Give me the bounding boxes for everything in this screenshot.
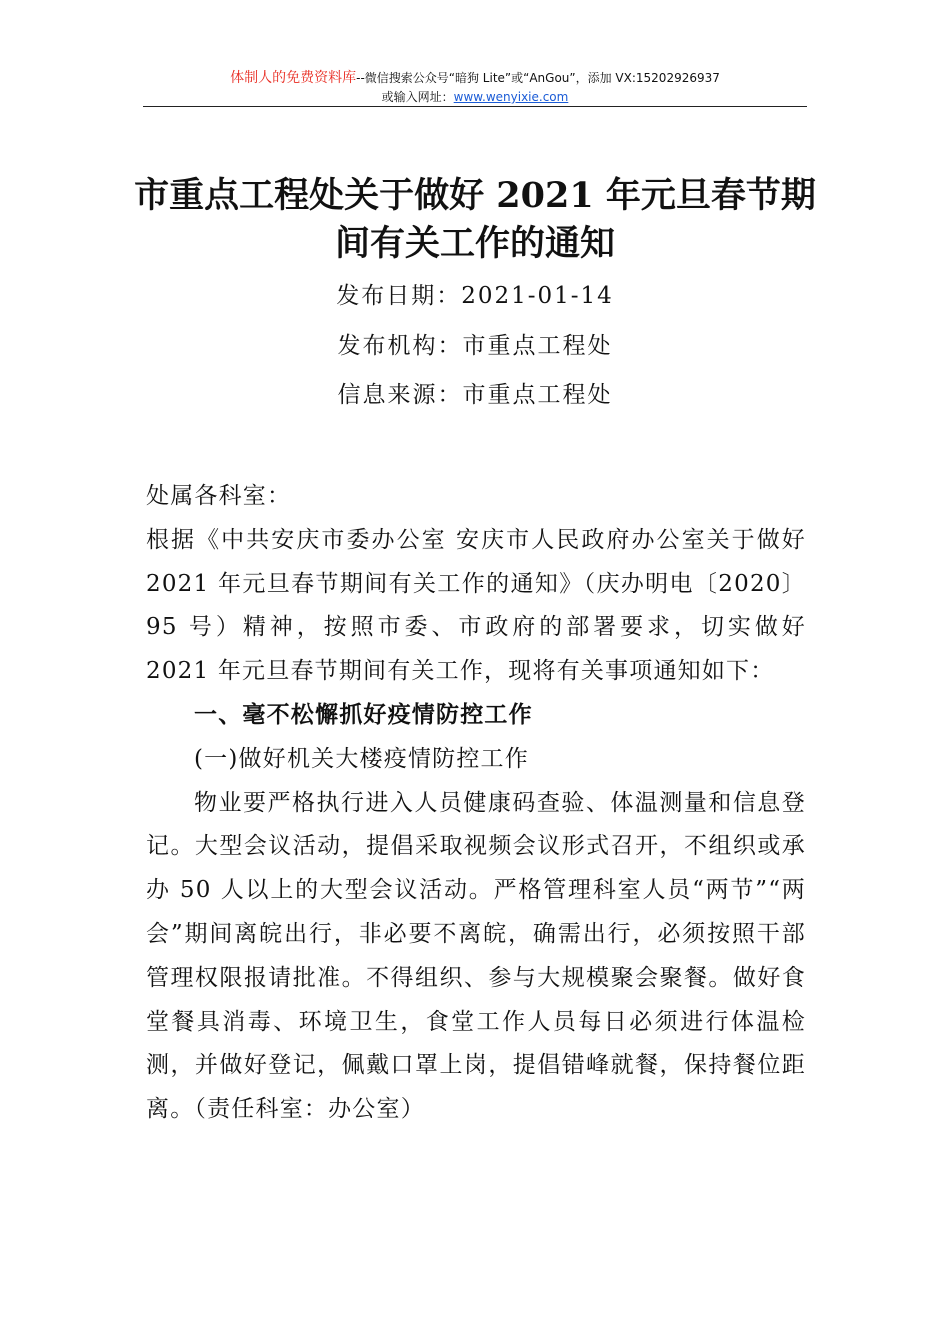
header-brand: 体制人的免费资料库 (230, 70, 357, 86)
header-divider (143, 106, 807, 107)
publish-date: 发布日期：2021-01-14 (336, 283, 614, 309)
section-heading-1: 一、毫不松懈抓好疫情防控工作 (194, 701, 533, 728)
document-body (146, 475, 806, 1132)
header-url-link[interactable]: www.wenyixie.com (453, 90, 569, 104)
intro-paragraph: 根据《中共安庆市委办公室 安庆市人民政府办公室关于做好 2021 年元旦春节期间有关工作的通知》（庆办明电〔2020〕95 号）精神，按照市委、市政府的部署要求，切实做好 2021 年元旦春节期间有关工作，现将有关事项通知如下： (146, 526, 806, 685)
subsection-heading-1: (一)做好机关大楼疫情防控工作 (194, 745, 529, 772)
header-info: --微信搜索公众号“暗狗 Lite”或“AnGou”，添加 VX:15202926937 (356, 71, 720, 85)
info-source: 信息来源：市重点工程处 (337, 382, 613, 408)
body-paragraph-1: 物业要严格执行进入人员健康码查验、体温测量和信息登记。大型会议活动，提倡采取视频会议形式召开，不组织或承办 50 人以上的大型会议活动。严格管理科室人员“两节”“两会”期间离皖出行，非必要不离皖，确需出行，必须按照干部管理权限报请批准。不得组织、参与大规模聚会聚餐。做好食堂餐具消毒、环境卫生，食堂工作人员每日必须进行体温检测，并做好登记，佩戴口罩上岗，提倡错峰就餐，保持餐位距离。（责任科室：办公室） (146, 789, 806, 1123)
page-header (143, 68, 807, 106)
salutation: 处属各科室： (146, 483, 292, 509)
header-line-2 (143, 88, 807, 106)
header-line-1 (143, 68, 807, 88)
document-title: 市重点工程处关于做好 2021 年元旦春节期间有关工作的通知 (134, 175, 816, 264)
header-url-prefix: 或输入网址： (381, 90, 454, 104)
publish-org: 发布机构：市重点工程处 (337, 333, 613, 359)
